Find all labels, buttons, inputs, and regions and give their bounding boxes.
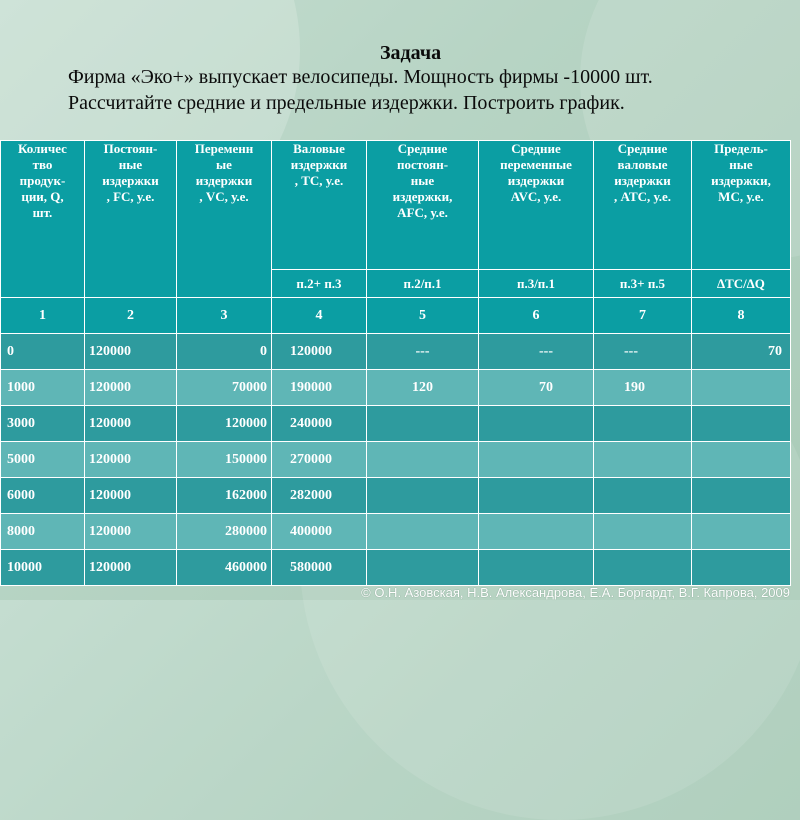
table-cell [367, 478, 479, 514]
table-cell: 70000 [177, 370, 272, 406]
table-cell: 6000 [1, 478, 85, 514]
table-cell: 0 [1, 334, 85, 370]
table-cell [479, 514, 594, 550]
table-cell: 120000 [85, 550, 177, 586]
table-cell: 120000 [85, 334, 177, 370]
table-cell: --- [479, 334, 594, 370]
table-cell [594, 478, 692, 514]
table-cell: 460000 [177, 550, 272, 586]
header-cell [692, 141, 791, 270]
formula-cell: п.2+ п.3 [272, 270, 367, 298]
table-cell [367, 406, 479, 442]
table-cell: 120000 [85, 514, 177, 550]
formula-cell: п.3+ п.5 [594, 270, 692, 298]
table-cell [479, 550, 594, 586]
table-cell: 580000 [272, 550, 367, 586]
table-cell [594, 442, 692, 478]
table-cell: 282000 [272, 478, 367, 514]
header-text: Количес тво продук- ции, Q, шт. [18, 141, 67, 220]
table-cell: 5000 [1, 442, 85, 478]
column-number: 3 [177, 298, 272, 334]
formula-cell: п.2/п.1 [367, 270, 479, 298]
header-cell [85, 141, 177, 298]
table-header-row [1, 141, 791, 270]
table-cell [594, 550, 692, 586]
table-cell [594, 514, 692, 550]
task-line-2: Рассчитайте средние и предельные издержки. Построить график. [68, 92, 625, 114]
table-row [1, 370, 791, 406]
table-cell [692, 550, 791, 586]
table-row [1, 334, 791, 370]
column-number: 8 [692, 298, 791, 334]
table-cell: 240000 [272, 406, 367, 442]
table-cell: 120000 [177, 406, 272, 442]
table-cell [479, 442, 594, 478]
table-cell: 70 [479, 370, 594, 406]
table-cell: 120000 [85, 442, 177, 478]
header-cell [272, 141, 367, 270]
table-cell [692, 478, 791, 514]
table-cell: 162000 [177, 478, 272, 514]
table-row [1, 478, 791, 514]
header-text: Постоян- ные издержки , FC, у.е. [102, 141, 159, 204]
table-cell: 270000 [272, 442, 367, 478]
table-cell: 8000 [1, 514, 85, 550]
header-text: Валовые издержки , TC, у.е. [290, 141, 348, 188]
header-cell [367, 141, 479, 270]
table-cell: 120 [367, 370, 479, 406]
table-cell [367, 514, 479, 550]
table-row [1, 442, 791, 478]
table-cell: --- [367, 334, 479, 370]
table-cell: 150000 [177, 442, 272, 478]
table-cell: 120000 [272, 334, 367, 370]
table-cell [479, 406, 594, 442]
table-cell [692, 442, 791, 478]
table-cell: 400000 [272, 514, 367, 550]
table-row [1, 514, 791, 550]
table-body [1, 334, 791, 586]
column-number: 5 [367, 298, 479, 334]
table-cell: 120000 [85, 478, 177, 514]
table-cell: --- [594, 334, 692, 370]
table-cell [692, 370, 791, 406]
table-cell: 0 [177, 334, 272, 370]
column-number: 6 [479, 298, 594, 334]
formula-cell: ∆TC/∆Q [692, 270, 791, 298]
table-cell: 120000 [85, 406, 177, 442]
column-number: 2 [85, 298, 177, 334]
task-text [68, 64, 788, 116]
header-text: Средние валовые издержки , ATC, у.е. [614, 141, 671, 204]
table-cell: 70 [692, 334, 791, 370]
table-cell: 280000 [177, 514, 272, 550]
column-number: 7 [594, 298, 692, 334]
header-text: Переменн ые издержки , VC, у.е. [194, 141, 254, 204]
slide-heading: Задача [380, 42, 442, 64]
header-text: Средние постоян- ные издержки, AFC, у.е. [392, 141, 453, 220]
column-number: 1 [1, 298, 85, 334]
table-row [1, 406, 791, 442]
copyright-footer: © О.Н. Азовская, Н.В. Александрова, Е.А. Боргардт, В.Г. Капрова, 2009 [361, 585, 790, 600]
task-line-1: Фирма «Эко+» выпускает велосипеды. Мощность фирмы -10000 шт. [68, 66, 653, 88]
column-number-row [1, 298, 791, 334]
table-cell [692, 406, 791, 442]
table-cell: 190000 [272, 370, 367, 406]
table-cell [367, 442, 479, 478]
table-cell: 10000 [1, 550, 85, 586]
table-cell [692, 514, 791, 550]
table-cell: 3000 [1, 406, 85, 442]
costs-table [0, 140, 791, 586]
table-cell: 190 [594, 370, 692, 406]
table-cell [594, 406, 692, 442]
header-cell [594, 141, 692, 270]
table-cell: 1000 [1, 370, 85, 406]
header-cell [479, 141, 594, 270]
table-cell [479, 478, 594, 514]
header-cell [1, 141, 85, 298]
table-row [1, 550, 791, 586]
header-text: Средние переменные издержки AVC, у.е. [500, 141, 572, 204]
table-cell: 120000 [85, 370, 177, 406]
header-text: Предель- ные издержки, MC, у.е. [711, 141, 771, 204]
formula-cell: п.3/п.1 [479, 270, 594, 298]
column-number: 4 [272, 298, 367, 334]
header-cell [177, 141, 272, 298]
table-cell [367, 550, 479, 586]
